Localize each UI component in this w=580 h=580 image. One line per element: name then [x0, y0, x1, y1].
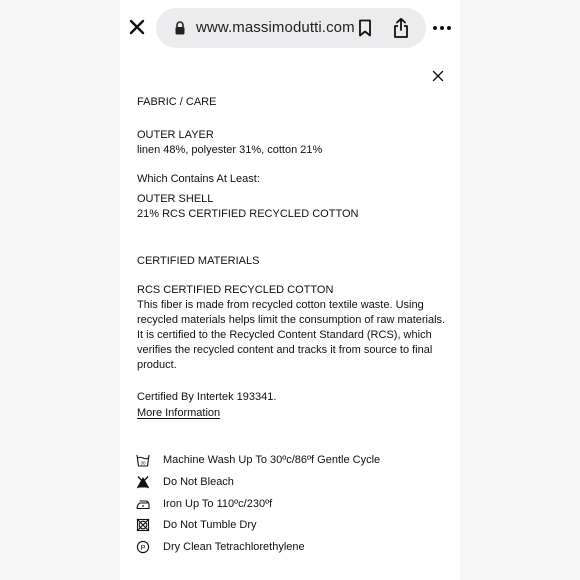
close-tab-icon[interactable]: [126, 16, 148, 38]
more-options-icon[interactable]: [432, 24, 452, 32]
certified-materials-heading: CERTIFIED MATERIALS: [137, 255, 260, 267]
more-information-link[interactable]: More Information: [137, 407, 221, 419]
svg-text:P: P: [140, 542, 146, 552]
iron-icon: [136, 497, 150, 511]
dry-clean-p-icon: [136, 540, 150, 554]
care-label: Machine Wash Up To 30ºc/86ºf Gentle Cycle: [163, 454, 381, 466]
outer-layer-composition: linen 48%, polyester 31%, cotton 21%: [137, 144, 323, 156]
address-bar[interactable]: [156, 8, 426, 48]
url-text: www.massimodutti.com: [196, 19, 355, 36]
close-panel-icon[interactable]: [432, 70, 444, 82]
outer-shell-composition: 21% RCS CERTIFIED RECYCLED COTTON: [137, 208, 359, 220]
care-label: Iron Up To 110ºc/230ºf: [163, 498, 273, 510]
svg-text:30: 30: [140, 460, 146, 466]
care-label: Do Not Tumble Dry: [163, 519, 257, 531]
contains-at-least-label: Which Contains At Least:: [137, 173, 260, 185]
bookmark-icon[interactable]: [358, 19, 372, 37]
share-icon[interactable]: [393, 17, 409, 39]
certified-item-title: RCS CERTIFIED RECYCLED COTTON: [137, 284, 334, 296]
outer-shell-title: OUTER SHELL: [137, 193, 214, 205]
do-not-bleach-icon: [136, 475, 150, 489]
care-label: Dry Clean Tetrachlorethylene: [163, 541, 305, 553]
do-not-tumble-dry-icon: [136, 518, 150, 532]
certified-description: This fiber is made from recycled cotton textile waste. Using recycled materials helps limit the consumption of raw materials. It is certified to the Recycled Content Standard (RCS), which verifies the recycled content and tracks it from source to final product.: [137, 299, 446, 371]
browser-toolbar: [0, 0, 580, 56]
certified-by-text: Certified By Intertek 193341.: [137, 391, 277, 403]
lock-icon: [174, 21, 186, 35]
machine-wash-icon: [136, 453, 150, 467]
outer-layer-title: OUTER LAYER: [137, 129, 214, 141]
care-label: Do Not Bleach: [163, 476, 234, 488]
fabric-care-heading: FABRIC / CARE: [137, 96, 217, 108]
